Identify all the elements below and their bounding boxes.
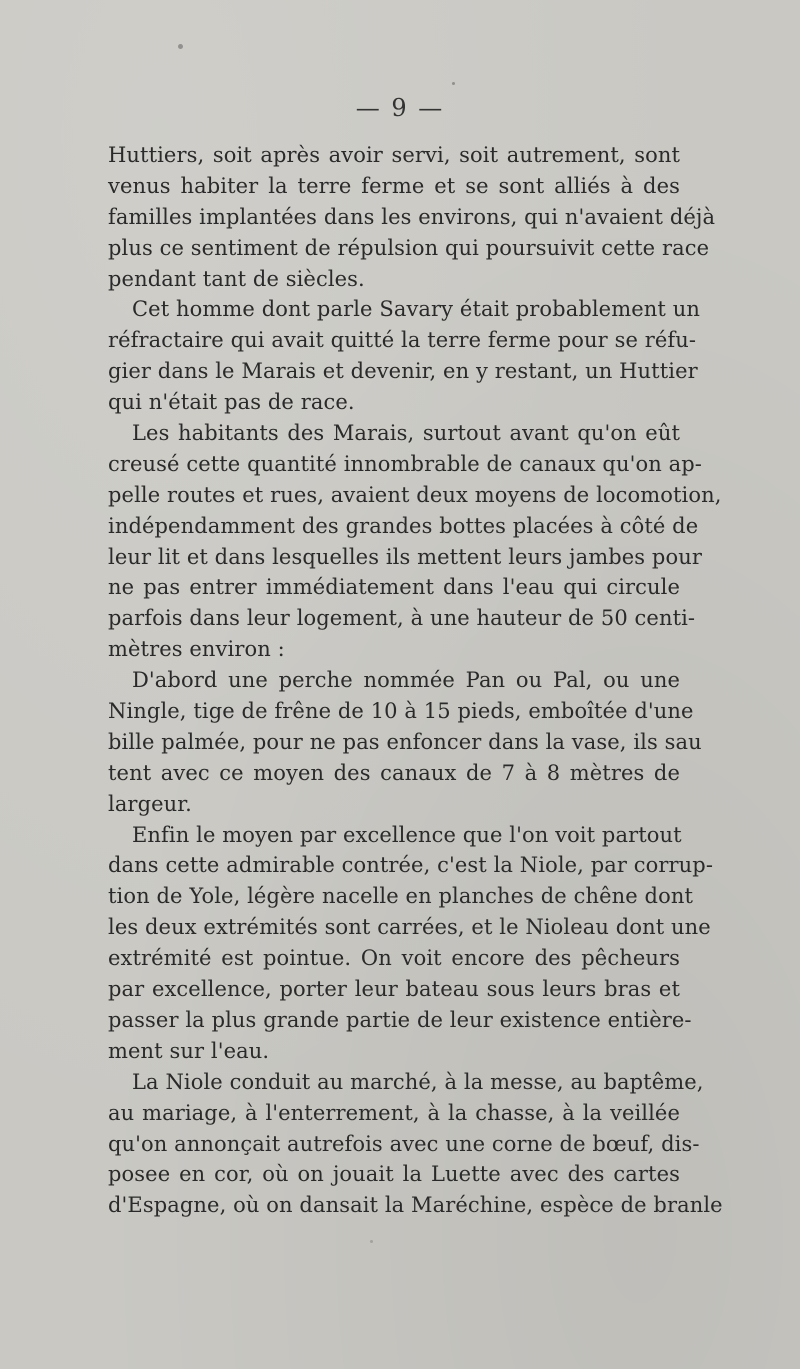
text-line: dans cette admirable contrée, c'est la Niole, par corrup-	[108, 853, 714, 878]
text-line: venus habiter la terre ferme et se sont alliés à des	[108, 173, 680, 198]
paper-speck	[370, 1240, 373, 1243]
text-line: D'abord une perche nommée Pan ou Pal, ou une	[132, 668, 680, 693]
text-line: qu'on annonçait autrefois avec une corne de bœuf, dis-	[108, 1131, 700, 1156]
text-line: ne pas entrer immédiatement dans l'eau qui circule	[108, 575, 680, 600]
text-line: ment sur l'eau.	[108, 1038, 270, 1063]
text-line: au mariage, à l'enterrement, à la chasse, à la veillée	[108, 1100, 680, 1125]
text-line: leur lit et dans lesquelles ils mettent leurs jambes pour	[108, 544, 702, 569]
text-line: largeur.	[108, 791, 192, 816]
text-line: réfractaire qui avait quitté la terre ferme pour se réfu-	[108, 328, 697, 353]
text-line: creusé cette quantité innombrable de canaux qu'on ap-	[108, 451, 702, 476]
text-line: Cet homme dont parle Savary était probablement un	[132, 297, 700, 322]
text-line: qui n'était pas de race.	[108, 390, 355, 415]
body-text	[108, 140, 723, 1221]
text-line: familles implantées dans les environs, qui n'avaient déjà	[108, 204, 716, 229]
text-line: les deux extrémités sont carrées, et le Nioleau dont une	[108, 915, 711, 940]
text-line: posee en cor, où on jouait la Luette avec des cartes	[108, 1162, 680, 1187]
text-line: indépendamment des grandes bottes placées à côté de	[108, 513, 699, 538]
text-line: parfois dans leur logement, à une hauteur de 50 centi-	[108, 606, 696, 631]
text-line: gier dans le Marais et devenir, en y restant, un Huttier	[108, 359, 698, 384]
paper-speck	[452, 82, 455, 85]
text-line: bille palmée, pour ne pas enfoncer dans la vase, ils sau	[108, 729, 702, 754]
text-line: d'Espagne, où on dansait la Maréchine, espèce de branle	[108, 1193, 723, 1218]
text-line: pelle routes et rues, avaient deux moyens de locomotion,	[108, 482, 722, 507]
text-line: La Niole conduit au marché, à la messe, au baptême,	[132, 1069, 704, 1094]
text-line: extrémité est pointue. On voit encore des pêcheurs	[108, 946, 680, 971]
text-line: Les habitants des Marais, surtout avant qu'on eût	[132, 421, 680, 446]
page-number: — 9 —	[355, 94, 445, 122]
text-line: passer la plus grande partie de leur existence entière-	[108, 1007, 692, 1032]
text-line: plus ce sentiment de répulsion qui poursuivit cette race	[108, 235, 710, 260]
paper-speck	[178, 44, 183, 49]
text-line: pendant tant de siècles.	[108, 266, 365, 291]
text-line: tion de Yole, légère nacelle en planches de chêne dont	[108, 884, 693, 909]
text-line: Ningle, tige de frêne de 10 à 15 pieds, emboîtée d'une	[108, 699, 694, 724]
text-line: Enfin le moyen par excellence que l'on voit partout	[132, 822, 682, 847]
text-line: tent avec ce moyen des canaux de 7 à 8 mètres de	[108, 760, 680, 785]
text-line: mètres environ :	[108, 637, 285, 662]
text-line: par excellence, porter leur bateau sous leurs bras et	[108, 977, 680, 1002]
text-line: Huttiers, soit après avoir servi, soit autrement, sont	[108, 143, 680, 167]
